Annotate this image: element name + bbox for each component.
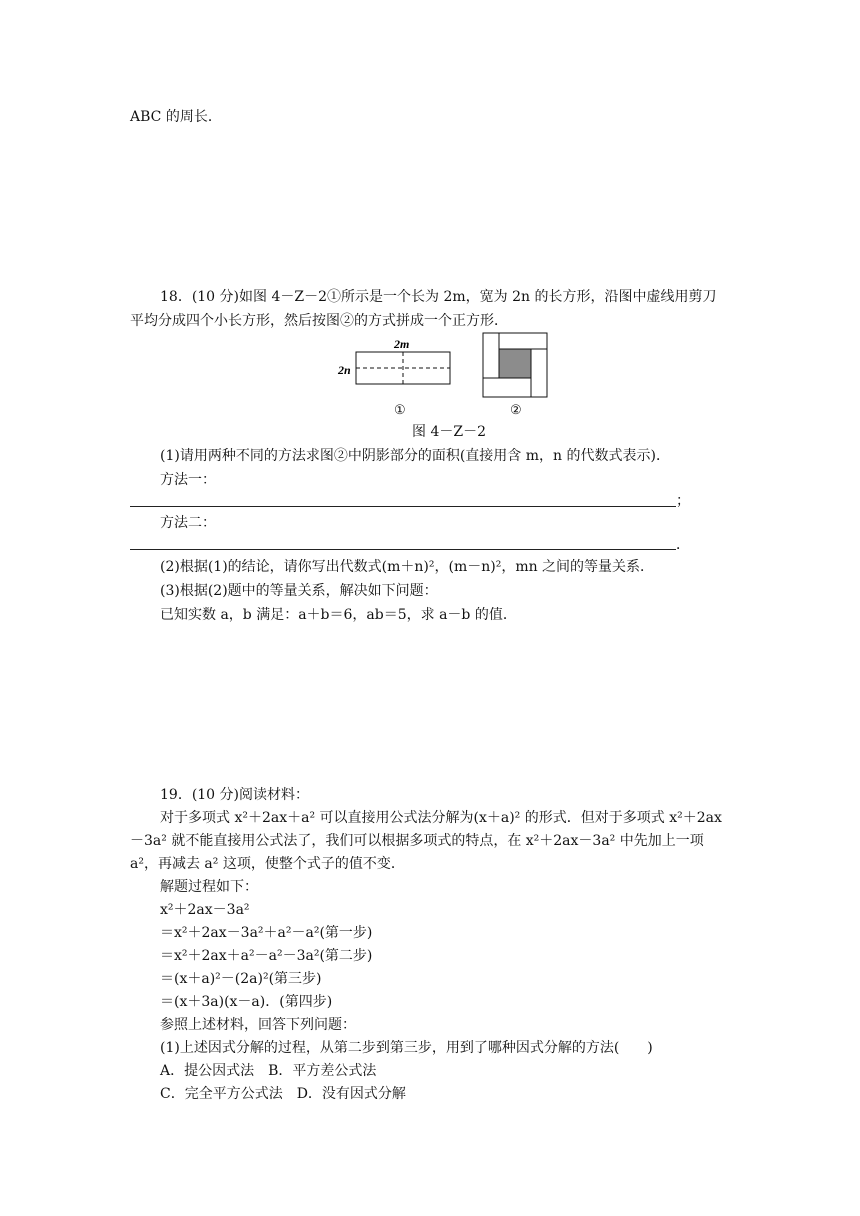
fig1-label-top: 2m [394,337,410,351]
q19-options-ab[interactable]: A．提公因式法 B．平方差公式法 [160,1063,377,1079]
figure-1-rectangle [330,334,460,404]
q18-heading-cont: 平均分成四个小长方形，然后按图②的方式拼成一个正方形． [130,313,508,329]
q18-heading: 18．(10 分)如图 4－Z－2①所示是一个长为 2m，宽为 2n 的长方形，沿图中虚线用剪刀 [160,289,717,305]
q19-reference: 参照上述材料，回答下列问题： [160,1017,356,1033]
fig2-number: ② [510,403,522,418]
q18-part3-problem: 已知实数 a，b 满足：a＋b＝6，ab＝5，求 a－b 的值． [160,607,517,623]
q19-material-line1: 对于多项式 x²＋2ax＋a² 可以直接用公式法分解为(x＋a)² 的形式．但对于多项式 x²＋2ax [160,810,722,826]
fig2-rect-left [483,333,499,378]
q19-step3: ＝(x＋a)²－(2a)²(第三步) [160,971,322,987]
q19-options-cd[interactable]: C．完全平方公式法 D．没有因式分解 [160,1086,406,1102]
q18-part1: (1)请用两种不同的方法求图②中阴影部分的面积(直接用含 m，n 的代数式表示)． [160,448,670,464]
fig2-rect-right [531,349,547,397]
method-one-end: ； [676,493,690,509]
q19-material-line2: －3a² 就不能直接用公式法了，我们可以根据多项式的特点，在 x²＋2ax－3a² 中先加上一项 [130,833,704,849]
method-one-label: 方法一： [160,472,216,488]
fig2-shaded-square [499,349,531,378]
q19-heading: 19．(10 分)阅读材料： [160,787,310,803]
q19-step4: ＝(x＋3a)(x－a)．(第四步) [160,994,333,1010]
q19-step1: ＝x²＋2ax－3a²＋a²－a²(第一步) [160,925,373,941]
method-two-label: 方法二： [160,515,216,531]
q19-sub-question-1: (1)上述因式分解的过程，从第二步到第三步，用到了哪种因式分解的方法( ) [160,1040,653,1056]
q18-part2: (2)根据(1)的结论，请你写出代数式(m＋n)²，(m－n)²，mn 之间的等量关系． [160,559,655,575]
figure-caption: 图 4－Z－2 [412,424,486,440]
method-one-answer-line[interactable] [130,506,676,507]
q18-part3: (3)根据(2)题中的等量关系，解决如下问题： [160,583,438,599]
fig2-rect-top [499,333,547,349]
figure-2-square [482,332,550,400]
fig1-label-left: 2n [338,363,351,377]
method-two-answer-line[interactable] [130,549,676,550]
prev-question-tail: ABC 的周长． [130,109,222,125]
q19-material-line3: a²，再减去 a² 这项，使整个式子的值不变． [130,856,405,872]
q19-step0: x²＋2ax－3a² [160,902,250,918]
q19-step2: ＝x²＋2ax＋a²－a²－3a²(第二步) [160,948,373,964]
q19-process-label: 解题过程如下： [160,879,258,895]
method-two-end: ． [676,537,690,553]
fig1-number: ① [394,403,406,418]
fig2-rect-bottom [483,378,531,397]
